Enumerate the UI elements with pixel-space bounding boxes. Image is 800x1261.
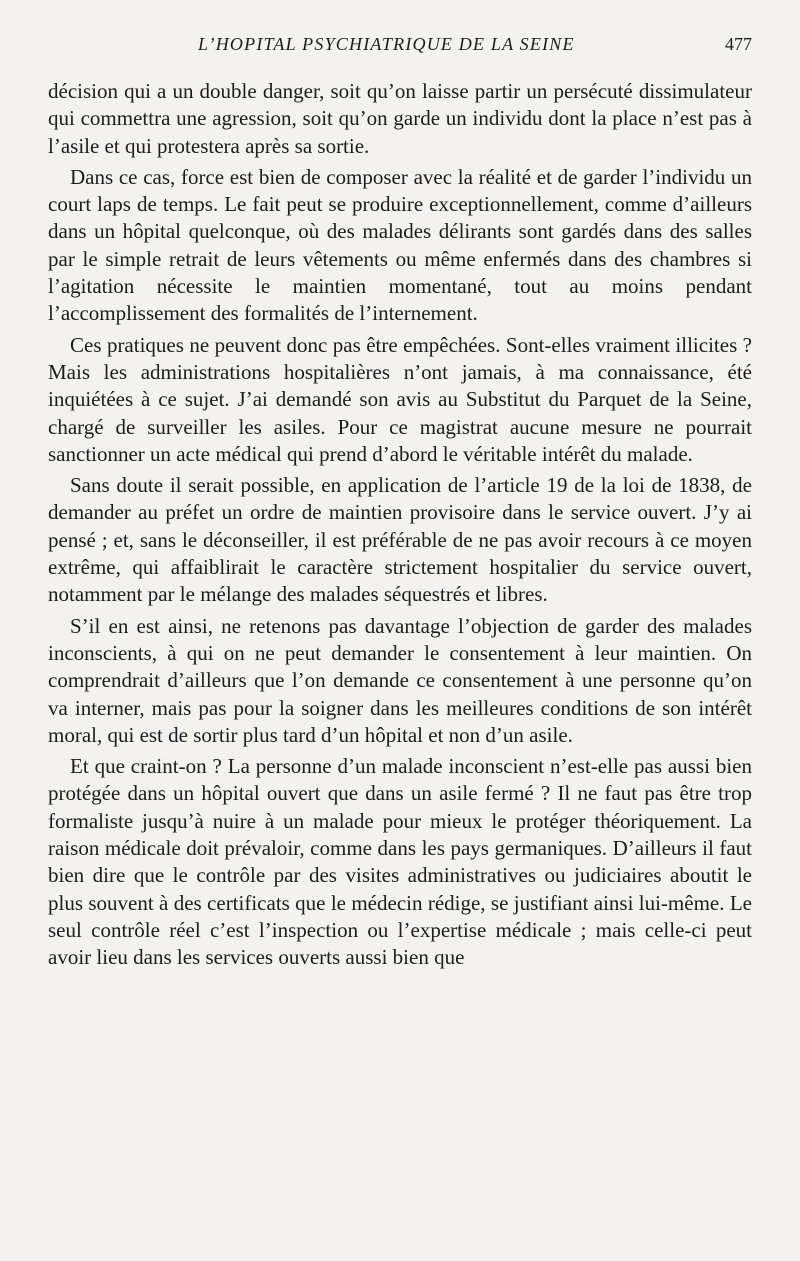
paragraph-continuation: décision qui a un double danger, soit qu’on laisse partir un persécuté dissimulateur qui commettra une agression, soit qu’on garde un individu dont la place n’est pas à l’asile et qui protestera après sa sortie. — [48, 79, 752, 158]
running-head — [48, 30, 752, 60]
paragraph: Dans ce cas, force est bien de composer avec la réalité et de garder l’individu un court laps de temps. Le fait peut se produire exceptionnellement, comme d’ailleurs dans un hôpital quelconque, où des malades délirants sont gardés dans des salles par le simple retrait de leurs vêtements ou même enfermés dans des chambres si l’agitation nécessite le maintien momentané, tout au moins pendant l’accomplissement des formalités de l’internement. — [48, 164, 752, 326]
paragraph: Et que craint-on ? La personne d’un malade inconscient n’est-elle pas aussi bien protégée dans un hôpital ouvert que dans un asile fermé ? Il ne faut pas être trop formaliste jusqu’à nuire à un malade pour mieux le protéger théoriquement. La raison médicale doit prévaloir, comme dans les pays germaniques. D’ailleurs il faut bien dire que le contrôle par des visites administratives ou judiciaires aboutit le plus souvent à des certificats que le médecin rédige, se justifiant ainsi lui-même. Le seul contrôle réel c’est l’inspection ou l’expertise médicale ; mais celle-ci peut avoir lieu dans les services ouverts aussi bien que — [48, 754, 752, 970]
body-text — [48, 78, 752, 972]
paragraph: S’il en est ainsi, ne retenons pas davantage l’objection de garder des malades inconscients, à qui on ne peut demander le consentement à leur maintien. On comprendrait d’ailleurs que l’on demande ce consentement à une personne qu’on va interner, mais pas pour la soigner dans les meilleures conditions de son intérêt moral, qui est de sortir plus tard d’un hôpital et non d’un asile. — [48, 613, 752, 747]
running-title: L’HOPITAL PSYCHIATRIQUE DE LA SEINE — [198, 34, 575, 54]
page-number: 477 — [725, 34, 752, 54]
paragraph: Ces pratiques ne peuvent donc pas être empêchées. Sont-elles vraiment illicites ? Mais les administrations hospitalières n’ont jamais, à ma connaissance, été inquiétées à ce sujet. J’ai demandé son avis au Substitut du Parquet de la Seine, chargé de surveiller les asiles. Pour ce magistrat aucune mesure ne pourrait sanctionner un acte médical qui prend d’abord le véritable intérêt du malade. — [48, 332, 752, 466]
paragraph: Sans doute il serait possible, en application de l’article 19 de la loi de 1838, de demander au préfet un ordre de maintien provisoire dans le service ouvert. J’y ai pensé ; et, sans le déconseiller, il est préférable de ne pas avoir recours à ce moyen extrême, qui affaiblirait le caractère strictement hospitalier du service ouvert, notamment par le mélange des malades séquestrés et libres. — [48, 473, 752, 607]
book-page — [48, 30, 752, 972]
